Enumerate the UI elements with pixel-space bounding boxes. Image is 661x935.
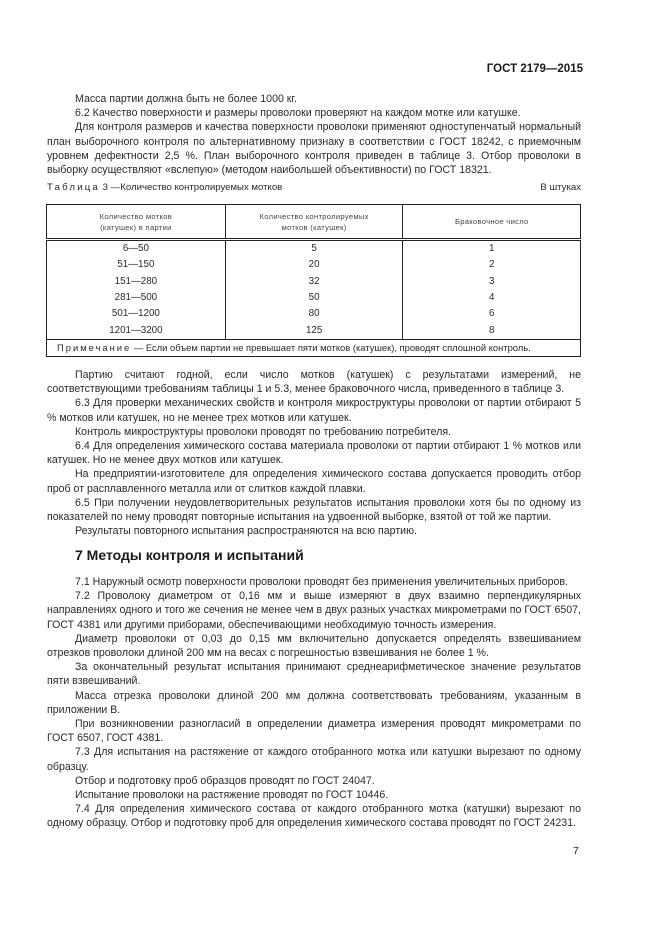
table-row: 151—280 32 3 (47, 274, 581, 290)
paragraph: За окончательный результат испытания принимают среднеарифметическое значение результатов пяти взвешиваний. (47, 661, 581, 688)
text-block-6-1 (47, 92, 581, 177)
text-block-6-2 (47, 368, 581, 538)
table-header-row (47, 205, 581, 240)
text-block-7 (47, 575, 581, 831)
table-row: 281—500 50 4 (47, 290, 581, 306)
paragraph: Диаметр проволоки от 0,03 до 0,15 мм включительно допускается определять взвешиванием отрезков проволоки длиной 200 мм на весах с погрешностью взвешивания не более 1 %. (47, 632, 581, 660)
document-code: ГОСТ 2179—2015 (486, 63, 583, 75)
table-caption-row (47, 182, 581, 193)
paragraph: Для контроля размеров и качества поверхности проволоки применяют одноступенчатый нормальный план выборочного контроля по альтернативному признаку в соответствии с ГОСТ 18242, с приемочным уровнем дефектности 2,5 %. План выборочного контроля приведен в таблице 3. Отбор проволоки в выборку осуществляют «вслепую» (методом наибольшей объективности) по ГОСТ 18321. (47, 121, 581, 177)
paragraph: При возникновении разногласий в определении диаметра измерения проводят микрометрами по ГОСТ 6507, ГОСТ 4381. (47, 718, 581, 745)
paragraph: Результаты повторного испытания распространяются на всю партию. (75, 525, 417, 538)
paragraph: 7.2 Проволоку диаметром от 0,16 мм и выше измеряют в двух взаимно перпендикулярных направлениях одного и того же сечения не менее чем в двух разных участках микрометрами по ГОСТ 6507, ГОСТ 4381 или другими приборами, обеспечивающими необходимую точность измерения. (47, 590, 581, 631)
paragraph: Масса отрезка проволоки длиной 200 мм должна соответствовать требованиям, указанным в приложении В. (47, 689, 581, 716)
table-note: Примечание — Если объем партии не превышает пяти мотков (катушек), проводят сплошной контроль. (47, 339, 581, 356)
paragraph: 7.3 Для испытания на растяжение от каждого отобранного мотка или катушки вырезают по одному образцу. (47, 746, 581, 773)
paragraph: Партию считают годной, если число мотков (катушек) с результатами измерений, не соответствующими требованиям таблицы 1 и 5.3, менее браковочного числа, приведенного в таблице 3. (47, 369, 581, 396)
paragraph: 6.3 Для проверки механических свойств и контроля микроструктуры проволоки от партии отбирают 5 % мотков или катушек, но не менее трех мотков или катушек. (47, 397, 581, 424)
paragraph: 6.5 При получении неудовлетворительных результатов испытания проволоки хотя бы по одному из показателей по нему проводят повторные испытания на удвоенной выборке, взятой от той же партии. (47, 496, 581, 524)
sampling-table (46, 204, 581, 357)
paragraph: Масса партии должна быть не более 1000 кг. (75, 93, 297, 105)
paragraph: 6.2 Качество поверхности и размеры проволоки проверяют на каждом мотке или катушке. (75, 107, 521, 120)
table-row: 51—150 20 2 (47, 257, 581, 273)
table-row: 6—50 5 1 (47, 240, 581, 258)
table-row: 1201—3200 125 8 (47, 322, 581, 339)
paragraph: 6.4 Для определения химического состава материала проволоки от партии отбирают 1 % мотков или катушек. Но не менее двух мотков или катушек. (47, 440, 581, 467)
paragraph: Контроль микроструктуры проволоки проводят по требованию потребителя. (75, 425, 452, 438)
table-caption: Таблица 3 —Количество контролируемых мотков (47, 182, 283, 193)
table-row: 501—1200 80 6 (47, 306, 581, 322)
page-number: 7 (573, 845, 579, 857)
paragraph: Отбор и подготовку проб образцов проводят по ГОСТ 24047. (75, 774, 375, 787)
column-header: Количество контролируемых мотков (катушек) (225, 205, 403, 240)
paragraph: Испытание проволоки на растяжение проводят по ГОСТ 10446. (75, 789, 389, 802)
column-header: Количество мотков (катушек) в партии (47, 205, 226, 240)
paragraph: На предприятии-изготовителе для определения химического состава допускается проводить отбор проб от расплавленного металла или от слитков каждой плавки. (47, 468, 581, 495)
table-note-row (47, 339, 581, 356)
column-header: Браковочное число (403, 205, 581, 240)
section-heading: 7 Методы контроля и испытаний (75, 547, 304, 563)
paragraph: 7.1 Наружный осмотр поверхности проволоки проводят без применения увеличительных приборов. (75, 576, 568, 588)
table-units: В штуках (540, 182, 581, 193)
paragraph: 7.4 Для определения химического состава от каждого отобранного мотка (катушки) вырезают по одному образцу. Отбор и подготовку проб для определения химического состава проводят по ГОСТ 24231. (47, 803, 581, 830)
